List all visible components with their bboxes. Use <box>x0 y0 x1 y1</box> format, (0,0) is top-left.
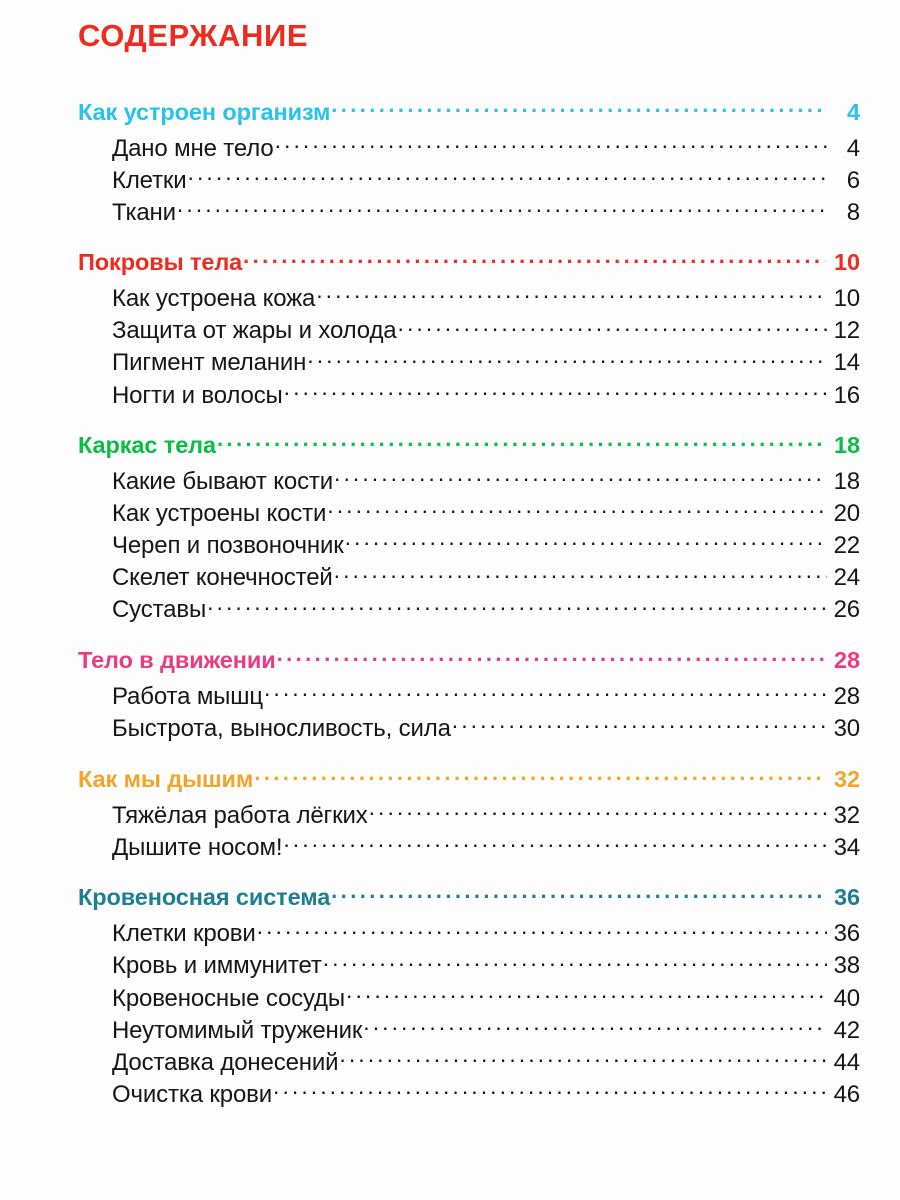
toc-entry-page-number: 18 <box>833 468 860 496</box>
toc-entry[interactable] <box>112 712 860 744</box>
toc-section-title: Каркас тела <box>78 432 216 459</box>
dot-leader <box>275 132 827 156</box>
dot-leader <box>254 763 825 787</box>
toc-entry-title: Клетки <box>112 166 187 194</box>
toc-section-page-number: 4 <box>847 98 860 125</box>
toc-entry[interactable] <box>112 982 860 1014</box>
toc-entry-title: Дано мне тело <box>112 134 274 162</box>
toc-section <box>0 763 900 863</box>
toc-entry-page-number: 38 <box>833 952 860 980</box>
dot-leader <box>277 644 825 668</box>
toc-entry[interactable] <box>112 593 860 625</box>
toc-entry-page-number: 42 <box>833 1016 860 1044</box>
dot-leader <box>369 799 827 823</box>
dot-leader <box>257 917 827 941</box>
toc-entry-title: Как устроена кожа <box>112 285 316 313</box>
toc-entry[interactable] <box>112 465 860 497</box>
toc-entry-title: Ткани <box>112 198 176 226</box>
toc-entry-page-number: 10 <box>833 285 860 313</box>
toc-section-heading[interactable] <box>78 430 860 462</box>
toc-section-page-number: 28 <box>834 646 860 673</box>
dot-leader <box>316 282 827 306</box>
toc-entry-page-number: 24 <box>833 564 860 592</box>
toc-entry[interactable] <box>112 1078 860 1110</box>
dot-leader <box>273 1078 827 1102</box>
dot-leader <box>452 712 827 736</box>
toc-entry-page-number: 36 <box>833 920 860 948</box>
toc-entry[interactable] <box>112 917 860 949</box>
toc-section-title: Кровеносная система <box>78 884 331 911</box>
toc-section <box>0 644 900 744</box>
toc-entry-title: Защита от жары и холода <box>112 317 397 345</box>
toc-entry[interactable] <box>112 949 860 981</box>
toc-entry[interactable] <box>112 346 860 378</box>
toc-entry-title: Быстрота, выносливость, сила <box>112 715 451 743</box>
toc-section-page-number: 18 <box>834 432 860 459</box>
toc-entry-title: Ногти и волосы <box>112 381 283 409</box>
toc-entry-title: Неутомимый труженик <box>112 1016 363 1044</box>
toc-entry[interactable] <box>112 561 860 593</box>
toc-entry-page-number: 14 <box>833 349 860 377</box>
toc-entry-title: Тяжёлая работа лёгких <box>112 801 368 829</box>
toc-entry-title: Какие бывают кости <box>112 468 334 496</box>
page-title: СОДЕРЖАНИЕ <box>78 18 309 53</box>
toc-section-page-number: 10 <box>834 249 860 276</box>
dot-leader <box>284 379 827 403</box>
dot-leader <box>188 164 827 188</box>
toc-entry-page-number: 26 <box>833 596 860 624</box>
toc-entry[interactable] <box>112 831 860 863</box>
toc-entry-title: Дышите носом! <box>112 833 283 861</box>
toc-section-title: Тело в движении <box>78 646 276 673</box>
toc-entry[interactable] <box>112 164 860 196</box>
dot-leader <box>363 1014 827 1038</box>
toc-entry[interactable] <box>112 497 860 529</box>
toc-entry[interactable] <box>112 132 860 164</box>
toc-entry[interactable] <box>112 314 860 346</box>
toc-entry-page-number: 4 <box>846 134 860 162</box>
toc-entry[interactable] <box>112 282 860 314</box>
toc-entry-title: Клетки крови <box>112 920 256 948</box>
toc-section-title: Как устроен организм <box>78 98 331 125</box>
dot-leader <box>398 314 827 338</box>
toc-section-page-number: 36 <box>834 884 860 911</box>
toc-entry[interactable] <box>112 1046 860 1078</box>
toc-entry[interactable] <box>112 680 860 712</box>
dot-leader <box>346 982 827 1006</box>
dot-leader <box>207 593 827 617</box>
dot-leader <box>307 346 827 370</box>
dot-leader <box>339 1046 827 1070</box>
toc-section-title: Покровы тела <box>78 249 243 276</box>
toc-entry-page-number: 32 <box>833 801 860 829</box>
toc-section <box>0 96 900 228</box>
toc-section-heading[interactable] <box>78 763 860 795</box>
toc-entry[interactable] <box>112 1014 860 1046</box>
dot-leader <box>327 497 827 521</box>
toc-section <box>0 430 900 626</box>
toc-entry-page-number: 40 <box>833 984 860 1012</box>
toc-entry-title: Скелет конечностей <box>112 564 333 592</box>
toc-section-list <box>0 96 900 1110</box>
toc-entry-page-number: 16 <box>833 381 860 409</box>
toc-entry-page-number: 28 <box>833 683 860 710</box>
toc-entry[interactable] <box>112 799 860 831</box>
toc-entry-page-number: 20 <box>833 500 860 528</box>
toc-entry[interactable] <box>112 379 860 411</box>
toc-entry-page-number: 8 <box>846 198 860 226</box>
dot-leader <box>334 561 827 585</box>
dot-leader <box>243 247 825 271</box>
toc-section-heading[interactable] <box>78 247 860 279</box>
toc-entry-page-number: 46 <box>833 1080 860 1108</box>
toc-section <box>0 882 900 1110</box>
dot-leader <box>177 196 827 220</box>
toc-section-heading[interactable] <box>78 644 860 676</box>
toc-entry-title: Как устроены кости <box>112 500 327 528</box>
dot-leader <box>334 465 827 489</box>
toc-entry[interactable] <box>112 196 860 228</box>
toc-entry-title: Доставка донесений <box>112 1048 339 1076</box>
toc-entry-title: Череп и позвоночник <box>112 532 344 560</box>
toc-entry-title: Очистка крови <box>112 1080 273 1108</box>
toc-entry[interactable] <box>112 529 860 561</box>
toc-entry-title: Кровеносные сосуды <box>112 984 345 1012</box>
toc-entry-title: Работа мышц <box>112 683 263 710</box>
toc-entry-page-number: 34 <box>833 833 860 861</box>
toc-entry-title: Кровь и иммунитет <box>112 952 322 980</box>
toc-section-title: Как мы дышим <box>78 765 254 792</box>
toc-entry-page-number: 6 <box>846 166 860 194</box>
dot-leader <box>331 882 825 906</box>
toc-section <box>0 247 900 411</box>
toc-entry-title: Пигмент меланин <box>112 349 307 377</box>
toc-section-heading[interactable] <box>78 96 860 128</box>
dot-leader <box>345 529 827 553</box>
dot-leader <box>217 430 825 454</box>
dot-leader <box>283 831 827 855</box>
toc-section-heading[interactable] <box>78 882 860 914</box>
dot-leader <box>331 96 825 120</box>
dot-leader <box>264 680 827 704</box>
toc-entry-page-number: 30 <box>833 715 860 743</box>
toc-entry-title: Суставы <box>112 596 207 624</box>
toc-entry-page-number: 44 <box>833 1048 860 1076</box>
dot-leader <box>323 949 827 973</box>
toc-entry-page-number: 22 <box>833 532 860 560</box>
toc-section-page-number: 32 <box>834 765 860 792</box>
toc-entry-page-number: 12 <box>833 317 860 345</box>
